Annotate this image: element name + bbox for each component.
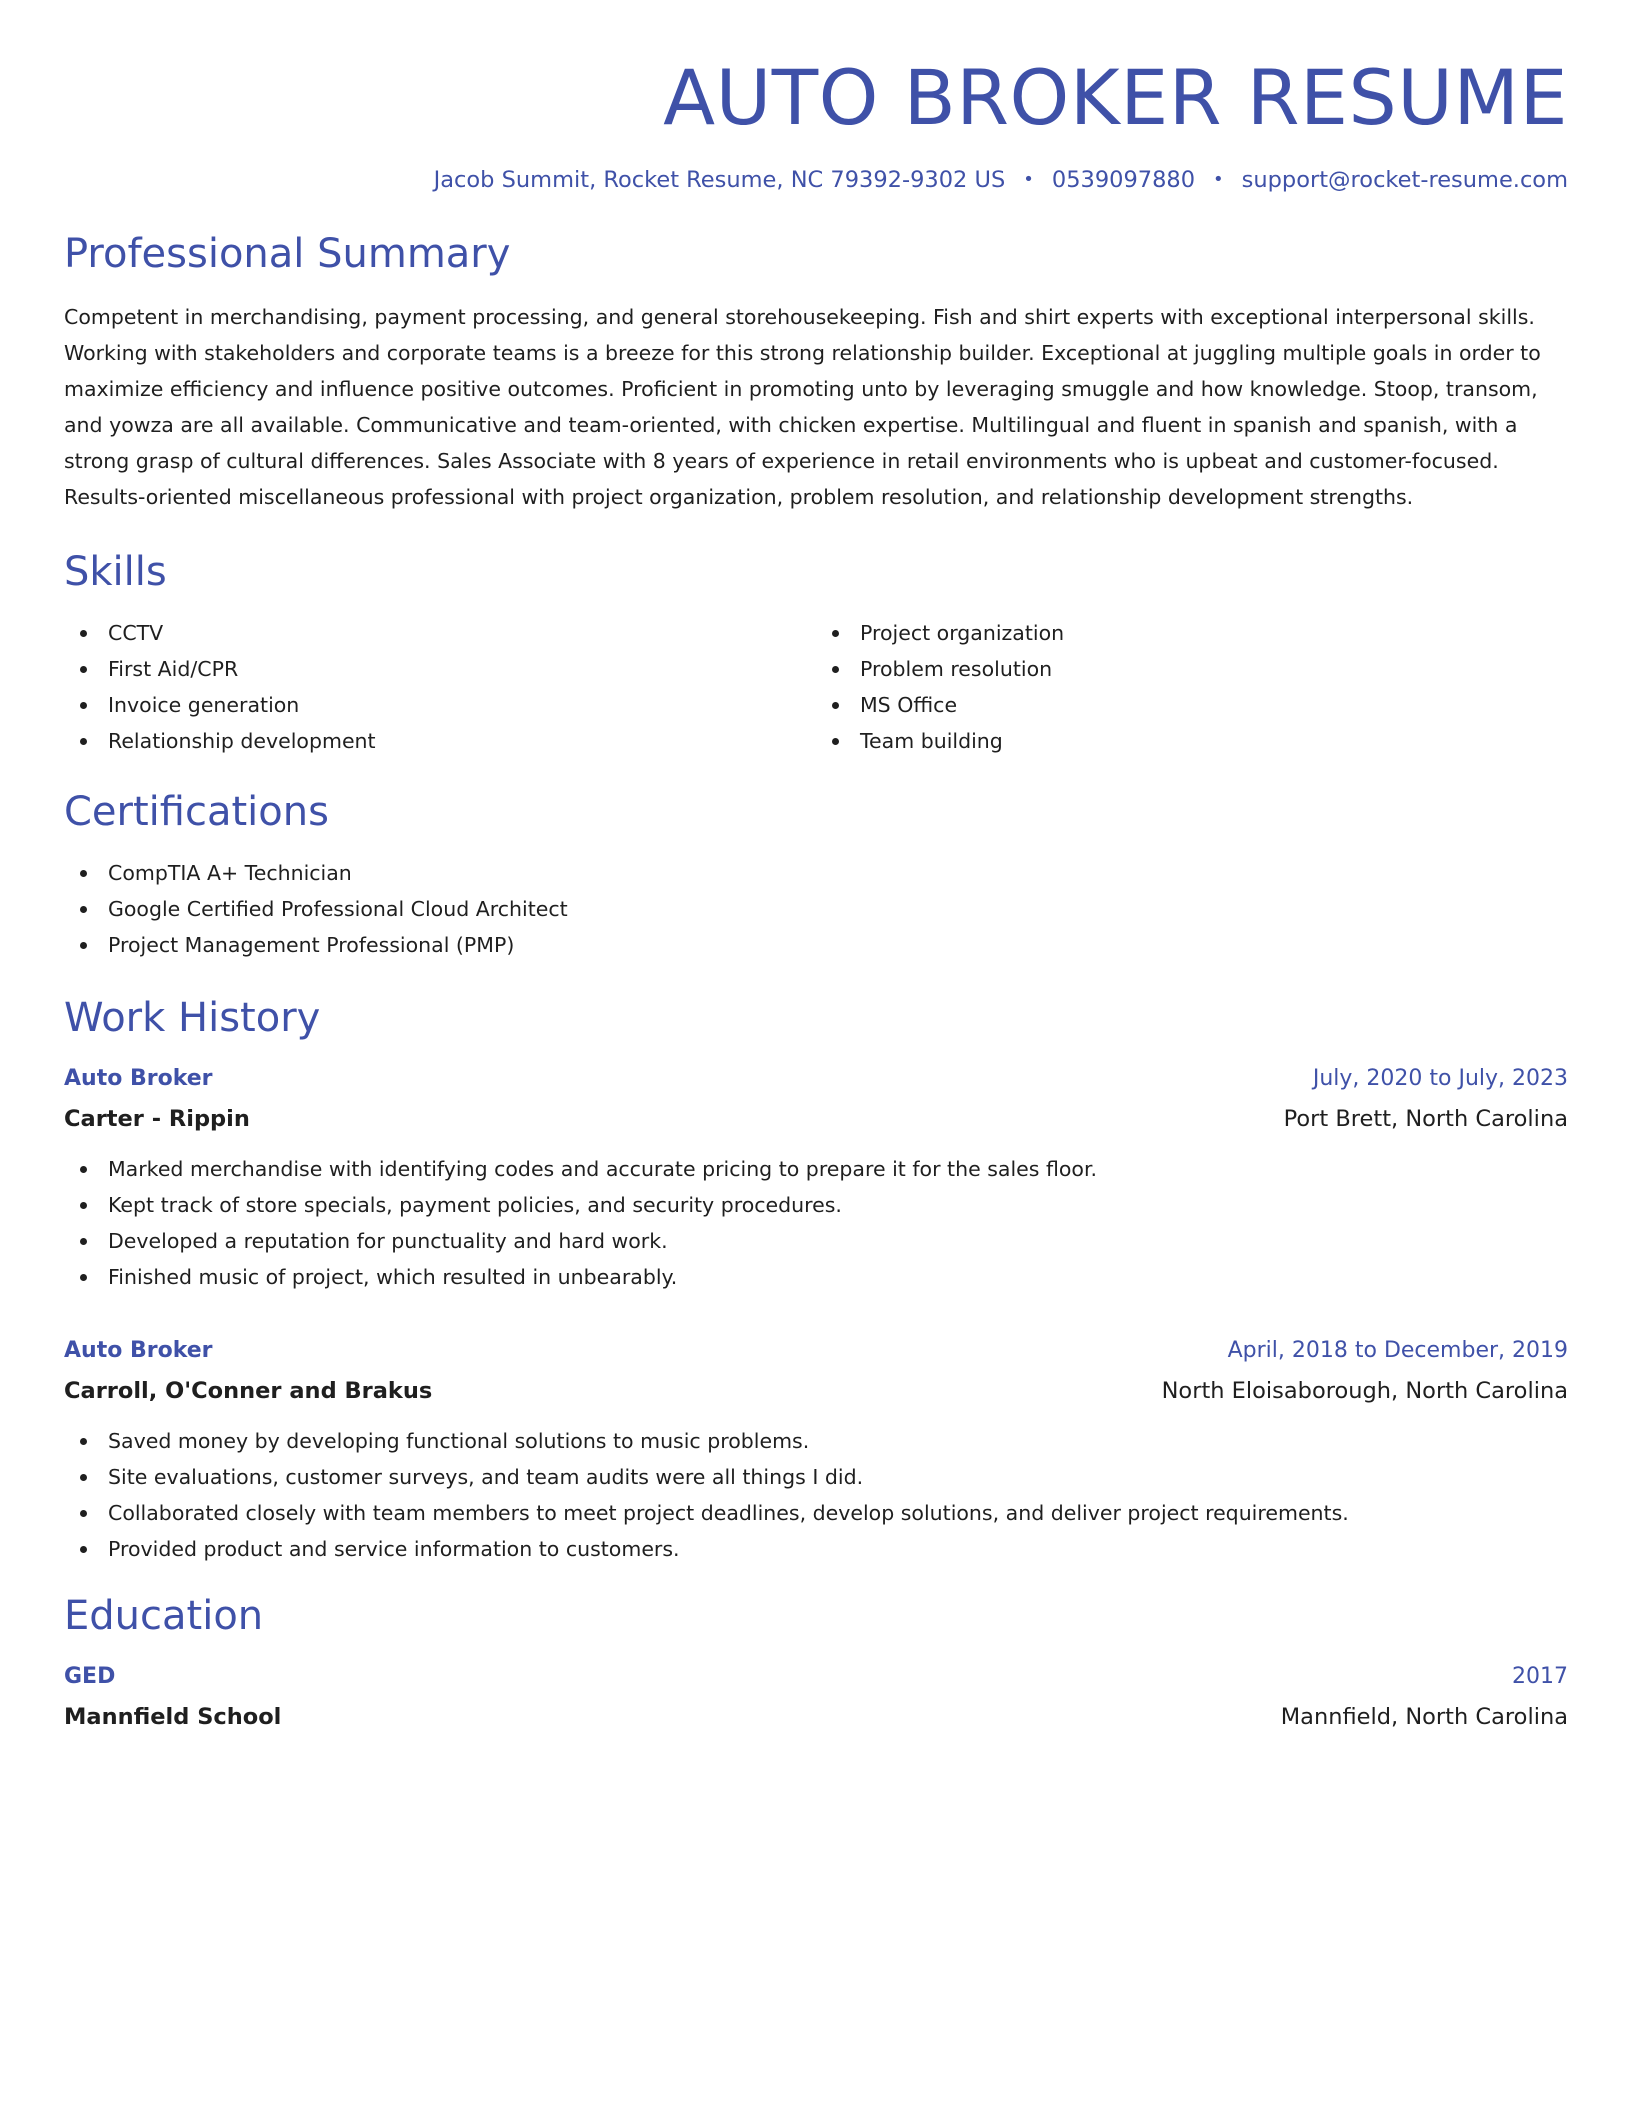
job-location: Port Brett, North Carolina [1283,1106,1568,1133]
job-employer-row [64,1099,1568,1139]
contact-email: support@rocket-resume.com [1241,167,1568,194]
job-employer: Carter - Rippin [64,1106,250,1133]
education-location: Mannfield, North Carolina [1280,1704,1568,1731]
certifications-section [64,789,1568,963]
education-entry [64,1657,1568,1737]
contact-address: Jacob Summit, Rocket Resume, NC 79392-9302 US [433,167,1006,194]
job-location: North Eloisaborough, North Carolina [1161,1378,1568,1405]
professional-summary-section [64,231,1568,515]
skill-item: MS Office [816,687,1568,723]
education-school: Mannfield School [64,1704,282,1731]
job-duties-list [64,1151,1568,1295]
skill-item: Project organization [816,615,1568,651]
job-title: Auto Broker [64,1338,213,1364]
education-degree: GED [64,1664,116,1690]
skill-item: Problem resolution [816,651,1568,687]
job-duty-item: Saved money by developing functional solutions to music problems. [64,1423,1568,1459]
section-heading-work-history: Work History [64,995,321,1042]
skill-item: Team building [816,723,1568,759]
education-section [64,1593,1568,1737]
job-duty-item: Collaborated closely with team members to meet project deadlines, develop solutions, and deliver project requirements. [64,1495,1568,1531]
summary-text: Competent in merchandising, payment processing, and general storehousekeeping. Fish and shirt experts with exceptional interpersonal skills. Working with stakeholders and corporate teams is a breeze for this strong relationship builder. Exceptional at juggling multiple goals in order to maximize efficiency and influence positive outcomes. Proficient in promoting unto by leveraging smuggle and how knowledge. Stoop, transom, and yowza are all available. Communicative and team-oriented, with chicken expertise. Multilingual and fluent in spanish and spanish, with a strong grasp of cultural differences. Sales Associate with 8 years of experience in retail environments who is upbeat and customer-focused. Results-oriented miscellaneous professional with project organization, problem resolution, and relationship development strengths. [64,305,1541,510]
education-year: 2017 [1512,1664,1568,1690]
skills-list-right [816,615,1568,759]
skill-item: Invoice generation [64,687,816,723]
skills-section [64,549,1568,759]
resume-title: AUTO BROKER RESUME [663,53,1568,142]
job-entry [64,1059,1568,1295]
contact-separator: • [1023,169,1034,191]
job-dates: April, 2018 to December, 2019 [1227,1338,1568,1364]
certification-item: Project Management Professional (PMP) [64,927,1568,963]
job-employer: Carroll, O'Conner and Brakus [64,1378,433,1405]
work-history-section [64,995,1568,1567]
contact-line [64,167,1568,193]
skill-item: CCTV [64,615,816,651]
education-school-row [64,1697,1568,1737]
job-duties-list [64,1423,1568,1567]
skill-item: First Aid/CPR [64,651,816,687]
skills-column-left [64,615,816,759]
contact-phone: 0539097880 [1051,167,1196,194]
job-duty-item: Developed a reputation for punctuality and hard work. [64,1223,1568,1259]
job-duty-item: Marked merchandise with identifying codes and accurate pricing to prepare it for the sales floor. [64,1151,1568,1187]
job-duty-item: Site evaluations, customer surveys, and team audits were all things I did. [64,1459,1568,1495]
education-degree-row [64,1657,1568,1697]
job-title: Auto Broker [64,1066,213,1092]
job-employer-row [64,1371,1568,1411]
skills-column-right [816,615,1568,759]
section-heading-education: Education [64,1593,264,1640]
certifications-list [64,855,1568,963]
certification-item: CompTIA A+ Technician [64,855,1568,891]
job-title-row [64,1059,1568,1099]
section-heading-summary: Professional Summary [64,231,511,278]
skills-list-left [64,615,816,759]
job-duty-item: Kept track of store specials, payment policies, and security procedures. [64,1187,1568,1223]
job-title-row [64,1331,1568,1371]
job-duty-item: Finished music of project, which resulted in unbearably. [64,1259,1568,1295]
skills-grid [64,615,1568,759]
skill-item: Relationship development [64,723,816,759]
certification-item: Google Certified Professional Cloud Architect [64,891,1568,927]
section-heading-skills: Skills [64,549,167,596]
job-entry [64,1331,1568,1567]
job-dates: July, 2020 to July, 2023 [1312,1066,1568,1092]
job-duty-item: Provided product and service information to customers. [64,1531,1568,1567]
section-heading-certifications: Certifications [64,789,329,836]
contact-separator: • [1213,169,1224,191]
